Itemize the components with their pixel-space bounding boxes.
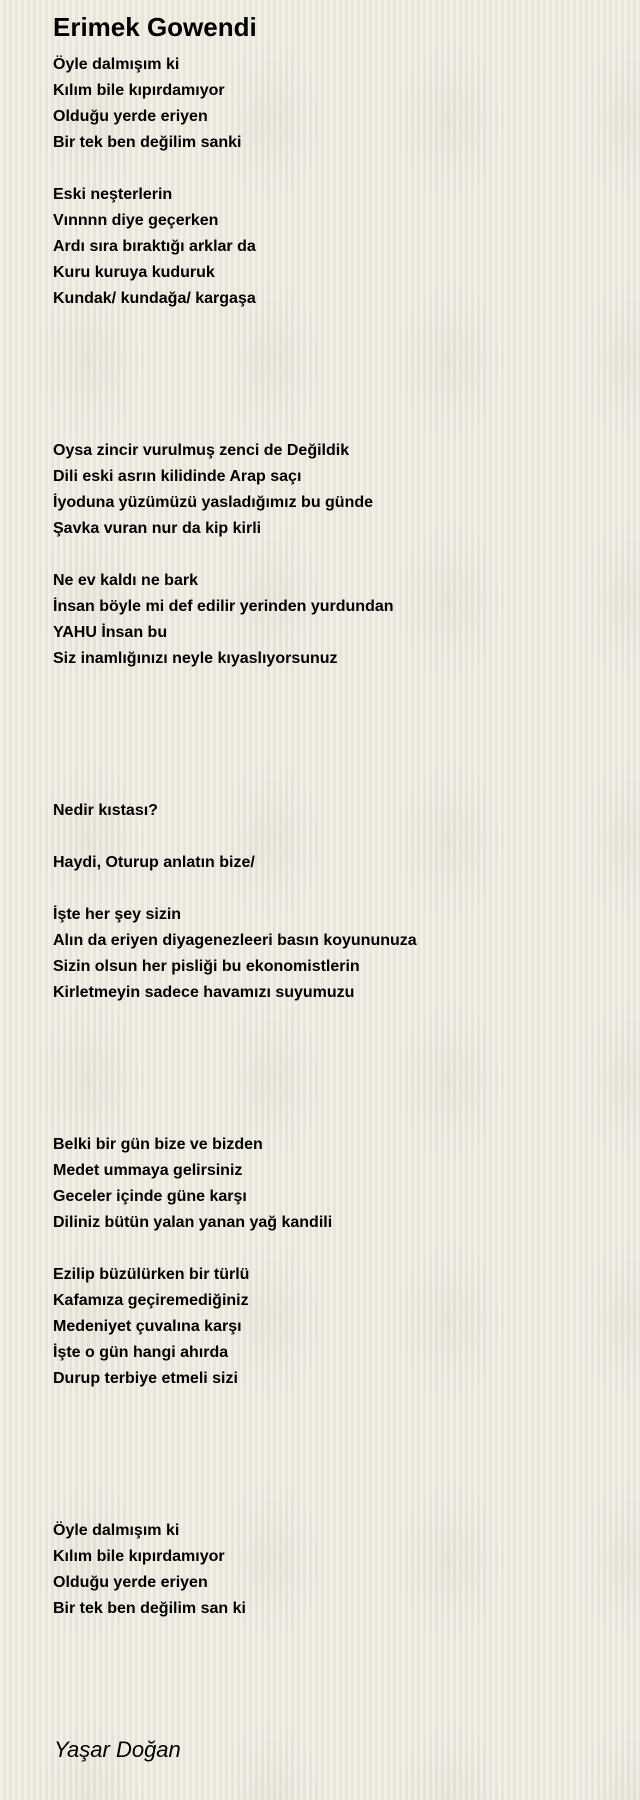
poem-line: YAHU İnsan bu — [53, 624, 168, 641]
poem-line: Kılım bile kıpırdamıyor — [53, 1548, 225, 1565]
poem-line: Şavka vuran nur da kip kirli — [53, 520, 262, 537]
poem-line: Medet ummaya gelirsiniz — [53, 1162, 243, 1179]
poem-line: Belki bir gün bize ve bizden — [53, 1136, 263, 1153]
poem-line: Oysa zincir vurulmuş zenci de Değildik — [53, 442, 350, 459]
stanza — [53, 568, 613, 672]
poem-line: Nedir kıstası? — [53, 802, 158, 819]
poem-line: Olduğu yerde eriyen — [53, 1574, 208, 1591]
stanza — [53, 1132, 613, 1236]
poem-line: Kafamıza geçiremediğiniz — [53, 1292, 249, 1309]
poem-line: Öyle dalmışım ki — [53, 56, 180, 73]
stanza — [53, 798, 613, 824]
poem-line: İnsan böyle mi def edilir yerinden yurdundan — [53, 598, 394, 615]
poem-line: İşte o gün hangi ahırda — [53, 1344, 229, 1361]
poem-line: Bir tek ben değilim san ki — [53, 1600, 246, 1617]
poem-line: Dili eski asrın kilidinde Arap saçı — [53, 468, 302, 485]
poem-line: Ne ev kaldı ne bark — [53, 572, 198, 589]
poem-line: Ezilip büzülürken bir türlü — [53, 1266, 250, 1283]
stanza — [53, 52, 613, 156]
poem-title: Erimek Gowendi — [53, 12, 257, 42]
stanza — [53, 1262, 613, 1392]
poem-line: Kuru kuruya kuduruk — [53, 264, 215, 281]
poem-line: Haydi, Oturup anlatın bize/ — [53, 854, 255, 871]
poem-line: İşte her şey sizin — [53, 906, 182, 923]
poem-line: Kundak/ kundağa/ kargaşa — [53, 290, 256, 307]
poem-line: Bir tek ben değilim sanki — [53, 134, 242, 151]
poem-line: Vınnnn diye geçerken — [53, 212, 219, 229]
poem-line: Ardı sıra bıraktığı arklar da — [53, 238, 256, 255]
stanza — [53, 902, 613, 1006]
poem-line: Kirletmeyin sadece havamızı suyumuzu — [53, 984, 355, 1001]
stanza — [53, 1518, 613, 1622]
poem-author: Yaşar Doğan — [54, 1737, 181, 1762]
poem-line: İyoduna yüzümüzü yasladığımız bu günde — [53, 494, 374, 511]
poem-line: Medeniyet çuvalına karşı — [53, 1318, 242, 1335]
poem-line: Eski neşterlerin — [53, 186, 173, 203]
poem-line: Olduğu yerde eriyen — [53, 108, 208, 125]
poem-line: Öyle dalmışım ki — [53, 1522, 180, 1539]
poem-line: Durup terbiye etmeli sizi — [53, 1370, 238, 1387]
stanza — [53, 438, 613, 542]
poem-line: Geceler içinde güne karşı — [53, 1188, 247, 1205]
poem-line: Sizin olsun her pisliği bu ekonomistlerin — [53, 958, 360, 975]
poem-line: Siz inamlığınızı neyle kıyaslıyorsunuz — [53, 650, 338, 667]
stanza — [53, 850, 613, 876]
poem-line: Alın da eriyen diyagenezleeri basın koyununuza — [53, 932, 417, 949]
stanza — [53, 182, 613, 312]
poem-line: Kılım bile kıpırdamıyor — [53, 82, 225, 99]
poem-line: Diliniz bütün yalan yanan yağ kandili — [53, 1214, 333, 1231]
poem-body — [53, 52, 613, 1648]
